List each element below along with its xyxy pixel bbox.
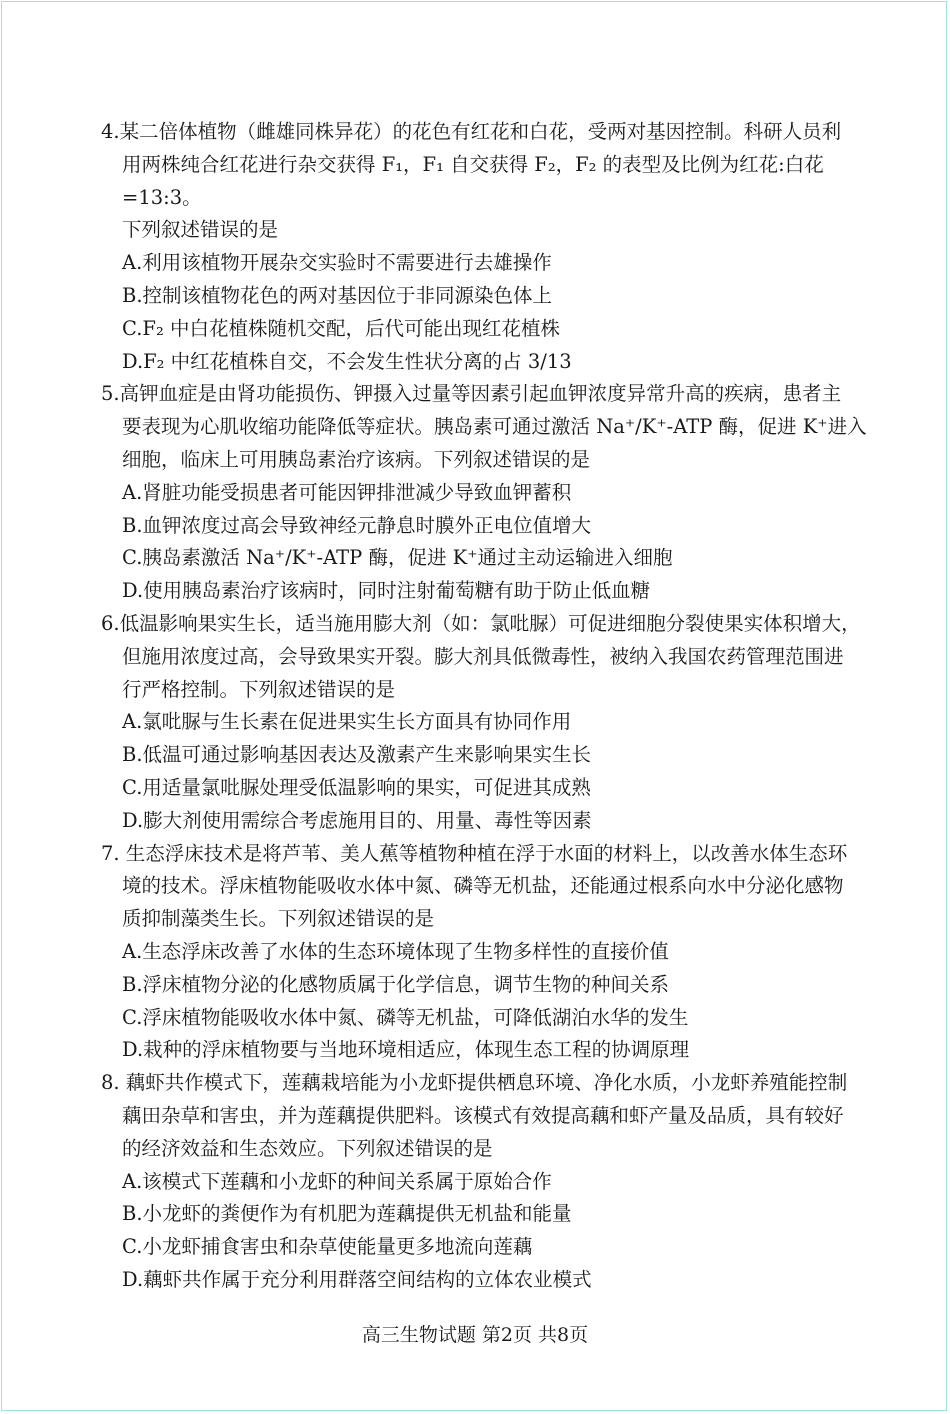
option-a: A.肾脏功能受损患者可能因钾排泄减少导致血钾蓄积 — [122, 480, 572, 504]
question-8 — [101, 1067, 871, 1297]
stem-line: 的经济效益和生态效应。下列叙述错误的是 — [122, 1136, 493, 1160]
question-stem — [101, 1067, 871, 1165]
question-4 — [101, 116, 871, 378]
question-6 — [101, 608, 871, 838]
option-b: B.控制该植物花色的两对基因位于非同源染色体上 — [122, 283, 553, 307]
option-d: D.栽种的浮床植物要与当地环境相适应，体现生态工程的协调原理 — [122, 1038, 690, 1062]
stem-line: 5.高钾血症是由肾功能损伤、钾摄入过量等因素引起血钾浓度异常升高的疾病，患者主 — [101, 382, 842, 406]
question-7 — [101, 838, 871, 1068]
option-d: D.膨大剂使用需综合考虑施用目的、用量、毒性等因素 — [122, 808, 592, 832]
option-d: D.藕虾共作属于充分利用群落空间结构的立体农业模式 — [122, 1267, 592, 1291]
option-a: A.生态浮床改善了水体的生态环境体现了生物多样性的直接价值 — [122, 939, 669, 963]
stem-line: 细胞，临床上可用胰岛素治疗该病。下列叙述错误的是 — [122, 447, 591, 471]
stem-line: 行严格控制。下列叙述错误的是 — [122, 677, 396, 701]
option-b: B.小龙虾的粪便作为有机肥为莲藕提供无机盐和能量 — [122, 1202, 572, 1226]
question-stem — [101, 608, 871, 706]
question-list — [101, 116, 871, 1297]
stem-line: 6.低温影响果实生长，适当施用膨大剂（如：氯吡脲）可促进细胞分裂使果实体积增大， — [101, 611, 861, 635]
stem-line: 8. 藕虾共作模式下，莲藕栽培能为小龙虾提供栖息环境、净化水质，小龙虾养殖能控制 — [101, 1071, 848, 1095]
stem-line: 7. 生态浮床技术是将芦苇、美人蕉等植物种植在浮于水面的材料上，以改善水体生态环 — [101, 841, 848, 865]
stem-line: 要表现为心肌收缩功能降低等症状。胰岛素可通过激活 Na⁺/K⁺-ATP 酶，促进 K⁺进入 — [122, 415, 867, 439]
option-d: D.F₂ 中红花植株自交，不会发生性状分离的占 3/13 — [122, 349, 572, 373]
option-c: C.F₂ 中白花植株随机交配，后代可能出现红花植株 — [122, 316, 560, 340]
stem-line: 用两株纯合红花进行杂交获得 F₁，F₁ 自交获得 F₂，F₂ 的表型及比例为红花:白花=13:3。 — [122, 152, 824, 209]
stem-line: 4.某二倍体植物（雌雄同株异花）的花色有红花和白花，受两对基因控制。科研人员利 — [101, 120, 842, 143]
question-stem — [101, 378, 871, 476]
stem-line: 下列叙述错误的是 — [122, 218, 279, 242]
stem-line: 质抑制藻类生长。下列叙述错误的是 — [122, 907, 435, 931]
option-b: B.浮床植物分泌的化感物质属于化学信息，调节生物的种间关系 — [122, 972, 670, 996]
option-d: D.使用胰岛素治疗该病时，同时注射葡萄糖有助于防止低血糖 — [122, 579, 651, 603]
question-stem — [101, 116, 871, 247]
option-c: C.用适量氯吡脲处理受低温影响的果实，可促进其成熟 — [122, 775, 591, 799]
question-stem — [101, 838, 871, 936]
option-a: A.该模式下莲藕和小龙虾的种间关系属于原始合作 — [122, 1169, 552, 1193]
option-a: A.氯吡脲与生长素在促进果实生长方面具有协同作用 — [122, 710, 572, 734]
stem-line: 境的技术。浮床植物能吸收水体中氮、磷等无机盐，还能通过根系向水中分泌化感物 — [122, 874, 844, 898]
question-5 — [101, 378, 871, 608]
option-c: C.胰岛素激活 Na⁺/K⁺-ATP 酶，促进 K⁺通过主动运输进入细胞 — [122, 546, 673, 570]
option-c: C.浮床植物能吸收水体中氮、磷等无机盐，可降低湖泊水华的发生 — [122, 1005, 689, 1029]
option-b: B.血钾浓度过高会导致神经元静息时膜外正电位值增大 — [122, 513, 592, 537]
option-a: A.利用该植物开展杂交实验时不需要进行去雄操作 — [122, 251, 552, 275]
option-c: C.小龙虾捕食害虫和杂草使能量更多地流向莲藕 — [122, 1235, 533, 1259]
option-b: B.低温可通过影响基因表达及激素产生来影响果实生长 — [122, 743, 592, 767]
stem-line: 但施用浓度过高，会导致果实开裂。膨大剂具低微毒性，被纳入我国农药管理范围进 — [122, 644, 844, 668]
stem-line: 藕田杂草和害虫，并为莲藕提供肥料。该模式有效提高藕和虾产量及品质，具有较好 — [122, 1103, 844, 1127]
page-footer: 高三生物试题 第2页 共8页 — [361, 1324, 589, 1346]
